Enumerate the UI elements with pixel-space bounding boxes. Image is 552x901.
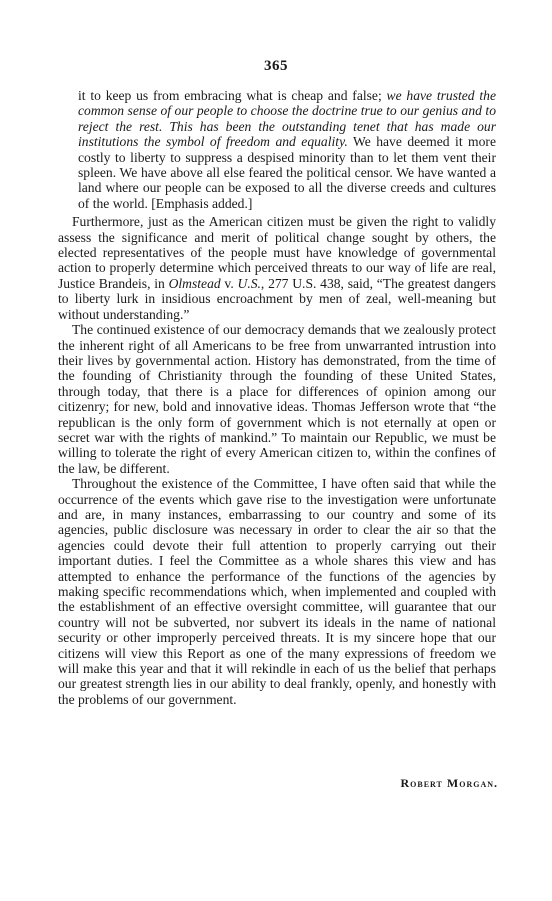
page-number: 365 xyxy=(264,58,288,74)
paragraph-democracy: The continued existence of our democracy demands that we zealously protect the inherent right of all Americans to be free from unwarranted intrustion into their lives by governmental action. History has demonstrated, from the time of the founding of Christianity through the founding of these United States, through today, that there is a place for differences of opinion among our citizenry; for new, bold and innovative ideas. Thomas Jefferson wrote that “the republican is the only form of government which is not eternally at open or secret war with the rights of mankind.” To maintain our Republic, we must be willing to tolerate the right of every American citizen to, within the confines of the law, be different. xyxy=(58,322,496,476)
case-citation: U.S. xyxy=(237,275,261,291)
signature: Robert Morgan. xyxy=(400,776,498,790)
block-quote xyxy=(78,88,496,211)
body-text xyxy=(58,88,496,707)
paragraph-text: Furthermore, just as the American citizen must be given the right to validly assess the significance and merit of political change sought by others, the elected representatives of the people must have knowledge of governmental action to properly determine which perceived threats to our way of life are real, Justice Brandeis, in xyxy=(58,214,496,291)
paragraph-brandeis xyxy=(58,214,496,322)
quote-text-2: We have deemed it more costly to liberty to suppress a despised minority than to let them vent their spleen. We have above all else feared the political censor. We have wanted a land where our people can be exposed to all the diverse creeds and cultures of the world. [Emphasis added.] xyxy=(78,134,496,211)
case-name: Olmstead xyxy=(168,275,221,291)
paragraph-text: , 277 U.S. 438, said, “The greatest dangers to liberty lurk in insidious encroachment by men of zeal, well-meaning but without understanding.” xyxy=(58,275,496,322)
quote-emphasis: we have trusted the common sense of our people to choose the doctrine true to our genius and to reject the rest. This has been the outstanding tenet that has made our institutions the symbol of freedom and equality. xyxy=(78,88,496,150)
paragraph-text: v. xyxy=(220,275,238,291)
paragraph-committee: Throughout the existence of the Committee, I have often said that while the occurrence of the events which gave rise to the investigation were unfortunate and are, in many instances, embarrassing to our country and some of its agencies, public disclosure was necessary in order to clear the air so that the agencies could devote their full attention to properly carrying out their important duties. I feel the Committee as a whole shares this view and has attempted to enhance the performance of the functions of the agencies by making specific recommendations which, when implemented and coupled with the establishment of an effective oversight committee, will guarantee that our country will not be subverted, nor subvert its ideals in the name of national security or other improperly perceived threats. It is my sincere hope that our citizens will view this Report as one of the many expressions of freedom we will make this year and that it will rekindle in each of us the belief that perhaps our greatest strength lies in our ability to deal frankly, openly, and honestly with the problems of our government. xyxy=(58,476,496,707)
quote-text-1: it to keep us from embracing what is cheap and false; xyxy=(78,88,387,103)
